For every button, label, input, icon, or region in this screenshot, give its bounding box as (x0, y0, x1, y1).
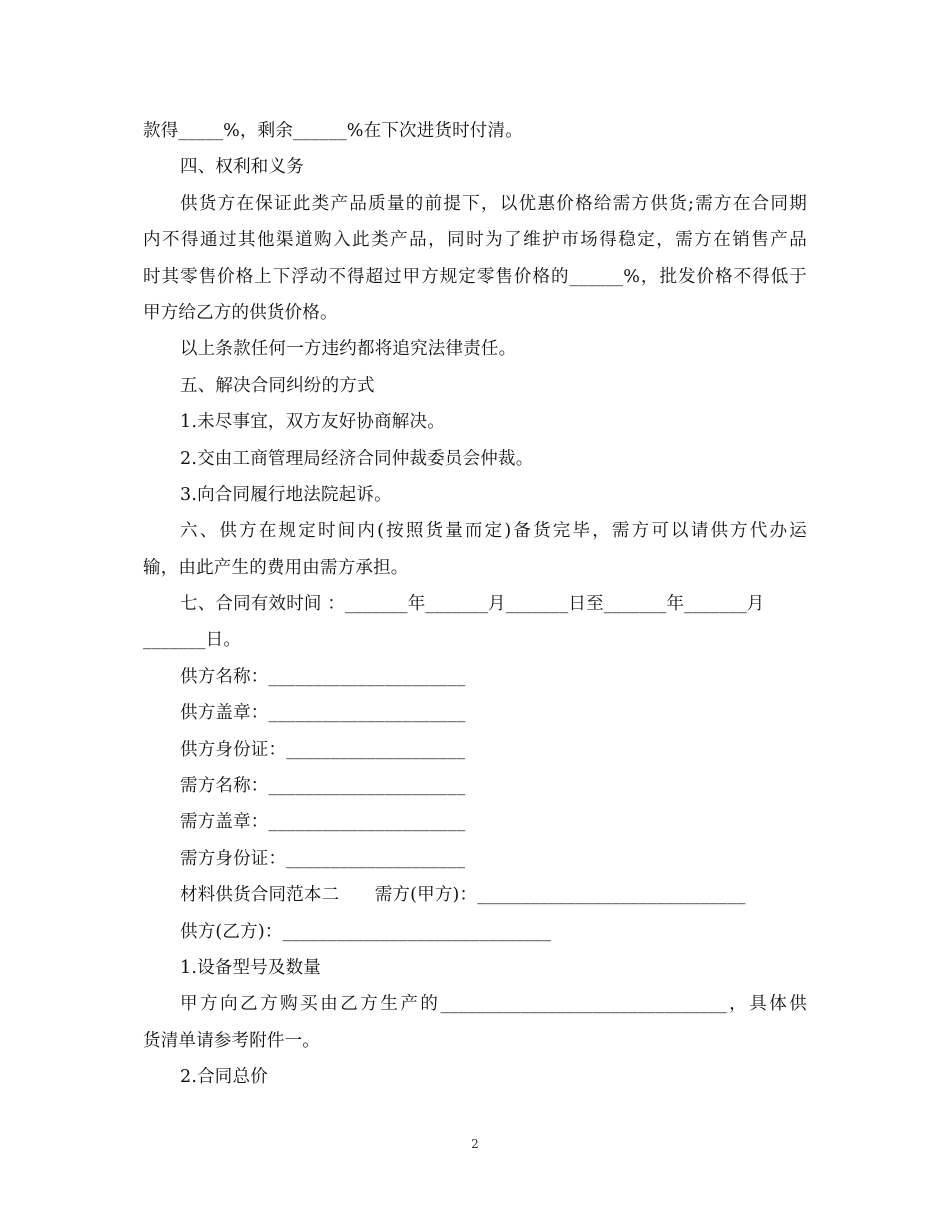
document-body (143, 113, 807, 1096)
section-heading-equipment: 1.设备型号及数量 (180, 957, 321, 978)
text-line: 甲方给乙方的供货价格。 (143, 302, 338, 323)
text-line: 输，由此产生的费用由需方承担。 (143, 557, 409, 578)
text-line: 以上条款任何一方违约都将追究法律责任。 (180, 339, 517, 360)
list-item: 1.未尽事宜，双方友好协商解决。 (180, 412, 445, 433)
section-heading-rights: 四、权利和义务 (180, 157, 304, 178)
text-line: 供货方在保证此类产品质量的前提下，以优惠价格给需方供货;需方在合同期 (180, 193, 807, 214)
supplier-seal-field: 供方盖章：______________________ (180, 703, 466, 724)
text-line: 甲方向乙方购买由乙方生产的________________________________，具体供 (180, 994, 807, 1015)
section-heading-delivery: 六、供方在规定时间内(按照货量而定)备货完毕，需方可以请供方代办运 (180, 521, 807, 542)
buyer-name-field: 需方名称：______________________ (180, 776, 466, 797)
text-line: _______日。 (143, 630, 242, 651)
text-line: 款得_____%，剩余______%在下次进货时付清。 (143, 121, 523, 141)
buyer-seal-field: 需方盖章：______________________ (180, 812, 466, 833)
section-heading-validity: 七、合同有效时间 ：_______年_______月_______日至_______年_______月 (180, 594, 765, 615)
list-item: 2.交由工商管理局经济合同仲裁委员会仲裁。 (180, 448, 534, 469)
page-number: 2 (471, 1137, 479, 1151)
section-heading-total-price: 2.合同总价 (180, 1067, 268, 1088)
supplier-id-field: 供方身份证：____________________ (180, 739, 466, 760)
text-line: 时其零售价格上下浮动不得超过甲方规定零售价格的______%，批发价格不得低于 (143, 266, 807, 287)
text-line: 内不得通过其他渠道购入此类产品，同时为了维护市场得稳定，需方在销售产品 (143, 230, 807, 251)
text-line: 货清单请参考附件一。 (143, 1030, 320, 1051)
supplier-name-field: 供方名称：______________________ (180, 666, 466, 687)
list-item: 3.向合同履行地法院起诉。 (180, 484, 392, 505)
template-two-heading: 材料供货合同范本二 需方(甲方)：______________________________ (180, 885, 746, 906)
section-heading-disputes: 五、解决合同纠纷的方式 (180, 375, 375, 396)
party-b-field: 供方(乙方)：______________________________ (180, 921, 552, 942)
buyer-id-field: 需方身份证：____________________ (180, 848, 466, 869)
